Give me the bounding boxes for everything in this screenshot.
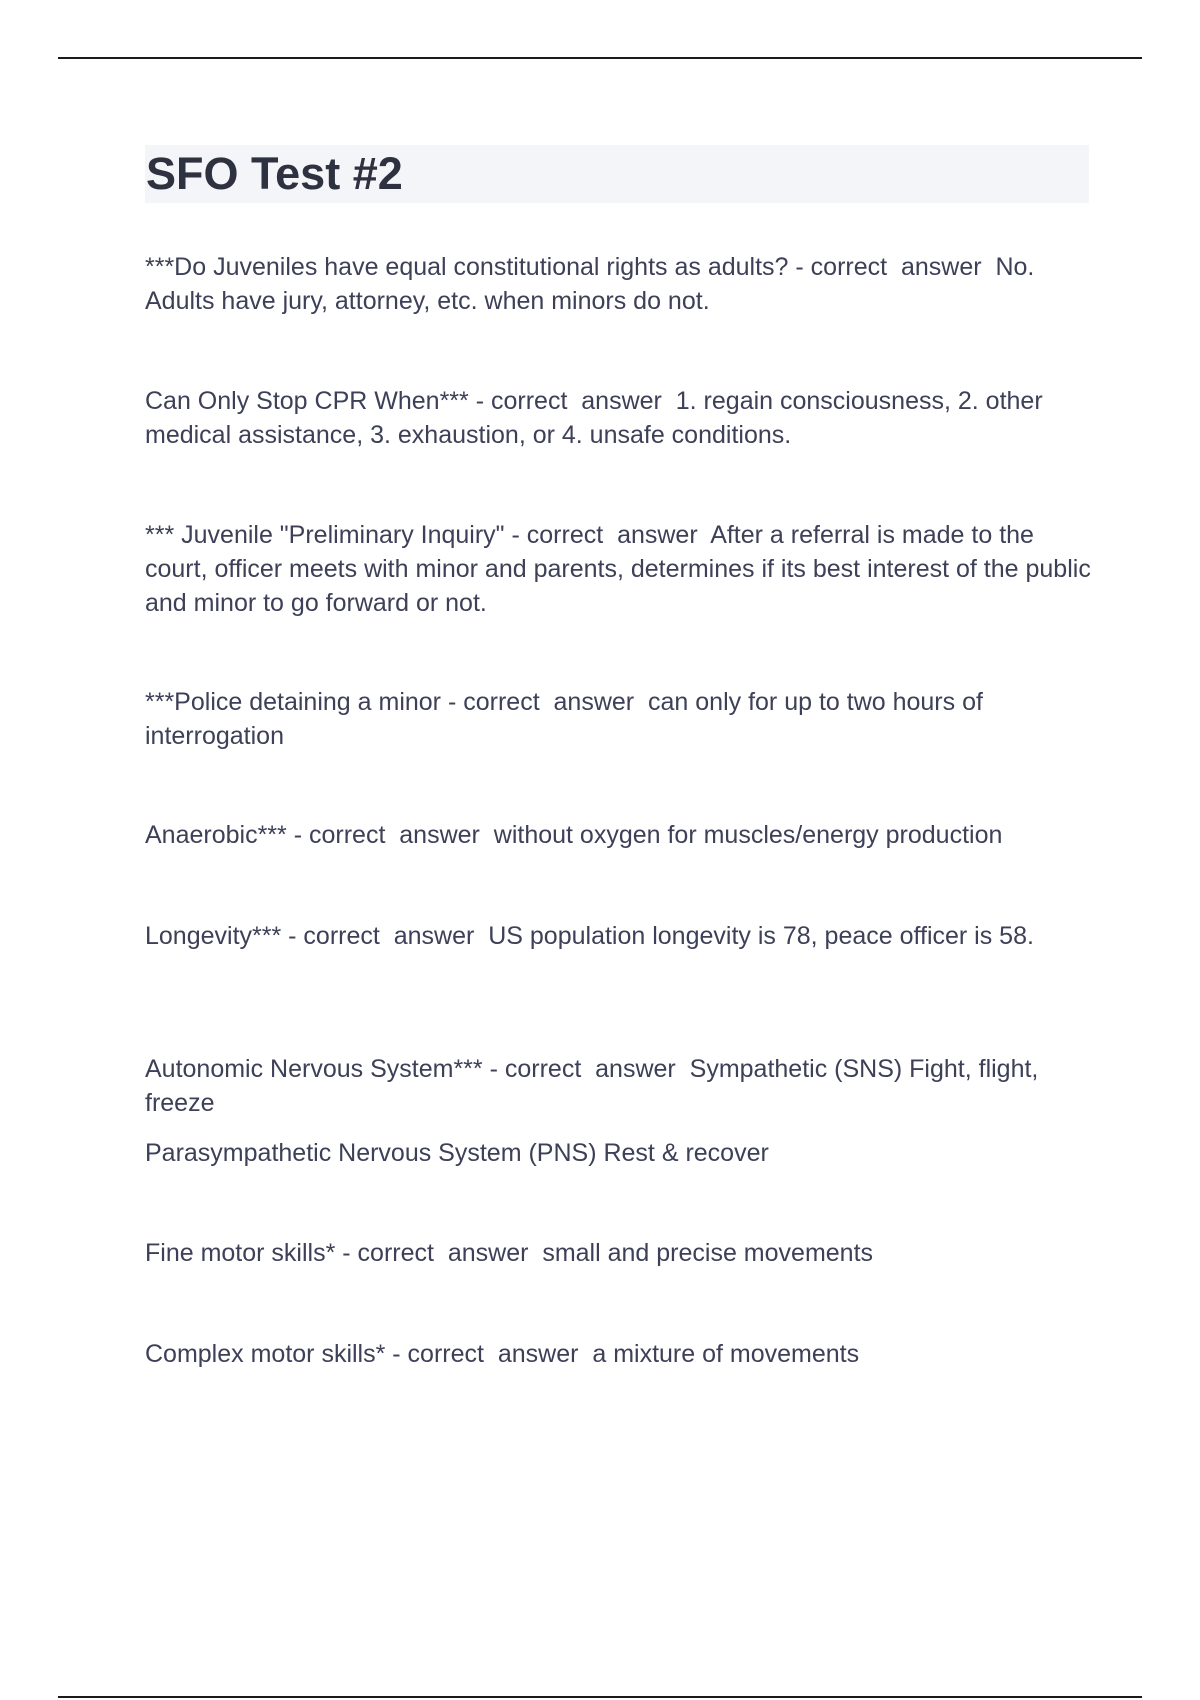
- qa-separator: - correct answer: [385, 1340, 593, 1368]
- qa-separator: - correct answer: [482, 1055, 690, 1083]
- qa-term: Longevity***: [145, 922, 282, 950]
- qa-separator: - correct answer: [281, 922, 489, 950]
- qa-item-fine-motor-skills: [145, 1236, 1095, 1270]
- qa-separator: - correct answer: [441, 688, 649, 716]
- qa-term: *** Juvenile "Preliminary Inquiry": [145, 521, 505, 549]
- bottom-rule: [58, 1696, 1142, 1698]
- qa-item-longevity: [145, 919, 1095, 953]
- qa-term: Autonomic Nervous System***: [145, 1055, 483, 1083]
- qa-continuation-parasympathetic: [145, 1136, 1095, 1170]
- qa-term: ***Police detaining a minor: [145, 688, 442, 716]
- page-title: SFO Test #2: [146, 148, 403, 199]
- qa-answer: 1. regain consciousness, 2. other medical assistance, 3. exhaustion, or 4. unsafe conditions.: [145, 387, 1043, 449]
- qa-answer: After a referral is made to the court, officer meets with minor and parents, determines if its best interest of the public and minor to go forward or not.: [145, 521, 1091, 617]
- qa-answer: US population longevity is 78, peace officer is 58.: [488, 922, 1034, 950]
- qa-term: Fine motor skills*: [145, 1239, 336, 1267]
- qa-term: Anaerobic***: [145, 821, 287, 849]
- qa-term: Can Only Stop CPR When***: [145, 387, 469, 415]
- qa-item-detaining-minor: [145, 685, 1095, 753]
- qa-answer: without oxygen for muscles/energy production: [493, 821, 1003, 849]
- qa-separator: - correct answer: [468, 387, 676, 415]
- qa-term: Complex motor skills*: [145, 1340, 386, 1368]
- qa-item-stop-cpr: [145, 384, 1095, 452]
- qa-answer: small and precise movements: [542, 1239, 874, 1267]
- qa-answer: can only for up to two hours of interrogation: [145, 688, 983, 750]
- qa-separator: - correct answer: [504, 521, 711, 549]
- qa-answer: No. Adults have jury, attorney, etc. when minors do not.: [145, 253, 1035, 315]
- qa-separator: - correct answer: [286, 821, 494, 849]
- qa-item-anaerobic: [145, 818, 1095, 852]
- qa-item-autonomic-nervous-system: [145, 1052, 1095, 1120]
- top-rule: [58, 57, 1142, 59]
- qa-answer: Parasympathetic Nervous System (PNS) Rest & recover: [145, 1139, 769, 1167]
- qa-separator: - correct answer: [335, 1239, 543, 1267]
- qa-term: ***Do Juveniles have equal constitutional rights as adults?: [145, 253, 789, 281]
- qa-answer: Sympathetic (SNS) Fight, flight, freeze: [145, 1055, 1039, 1117]
- qa-separator: - correct answer: [788, 253, 996, 281]
- qa-item-preliminary-inquiry: [145, 518, 1095, 620]
- qa-item-juvenile-rights: [145, 250, 1095, 318]
- qa-answer: a mixture of movements: [592, 1340, 860, 1368]
- qa-item-complex-motor-skills: [145, 1337, 1095, 1371]
